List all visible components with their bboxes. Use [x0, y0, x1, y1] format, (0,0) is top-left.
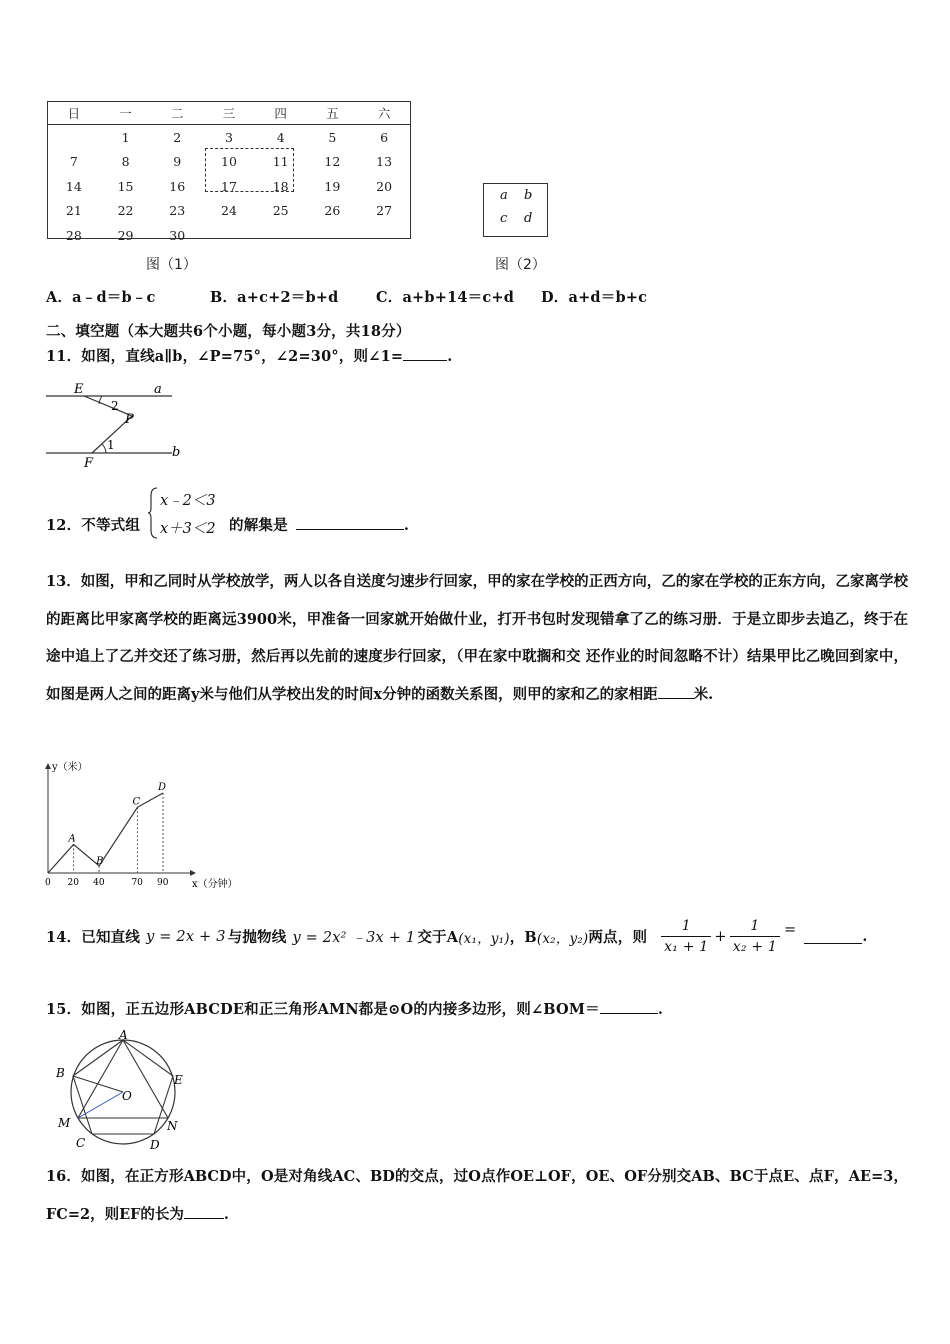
calendar-cell: 12	[324, 154, 341, 170]
calendar-cell: 13	[376, 154, 393, 170]
q14-point-b: (x₂，y₂)	[536, 930, 589, 947]
calendar-cell: 29	[117, 227, 134, 243]
x-tick-label: 40	[93, 878, 105, 888]
q14-plus: +	[714, 928, 727, 945]
calendar-figure	[47, 101, 411, 243]
q14-blank	[804, 929, 862, 944]
calendar-cell: 21	[65, 203, 82, 219]
triangle-amn	[78, 1040, 168, 1118]
calendar-cell: 1	[121, 129, 130, 145]
calendar-cell: 4	[276, 129, 285, 145]
calendar-cell: 27	[376, 203, 393, 219]
calendar-dashed-selection	[205, 148, 294, 192]
x-tick-label: 20	[67, 878, 80, 888]
calendar-cell: 10	[221, 154, 237, 170]
calendar-cell: 6	[380, 129, 389, 145]
calendar-cell: 30	[169, 227, 186, 243]
box2-d: d	[524, 211, 533, 226]
point-label-c: C	[132, 796, 141, 808]
q13-end: 米.	[693, 685, 714, 703]
calendar-cell: 26	[324, 203, 341, 219]
q14-mid1: 与抛物线	[227, 929, 287, 946]
q14-fraction-2	[730, 916, 780, 957]
label-f: F	[84, 456, 94, 470]
distance-line	[48, 793, 163, 873]
q14-fraction-1	[661, 916, 711, 957]
box2-a: a	[500, 188, 508, 203]
label-n: N	[167, 1119, 178, 1133]
calendar-cell: 7	[69, 154, 78, 170]
guide-lines	[74, 793, 163, 873]
box2-c: c	[500, 211, 508, 226]
section-heading: 二、填空题（本大题共6个小题，每小题3分，共18分）	[46, 323, 411, 340]
q14-line-eq: y = 2x + 3	[146, 928, 226, 945]
q15-figure	[50, 1030, 190, 1156]
q15-text: 15．如图，正五边形ABCDE和正三角形AMN都是⊙O的内接多边形，则∠BOM＝	[46, 1001, 600, 1018]
calendar-weekday-0: 日	[48, 102, 100, 125]
calendar-weekday-1: 一	[100, 102, 152, 125]
q12-inequality-2: x＋3＜2	[160, 521, 216, 537]
q14-end: .	[862, 928, 868, 945]
calendar-cell: 9	[173, 154, 182, 170]
calendar-weekday-5: 五	[307, 102, 359, 125]
option-b: B．a+c+2＝b+d	[210, 289, 339, 306]
q14-parabola-eq: y = 2x² ﹣3x + 1	[292, 930, 416, 946]
label-2: 2	[111, 399, 119, 413]
x-axis-label: x（分钟）	[192, 879, 238, 890]
x-tick-labels	[45, 878, 169, 888]
calendar-row	[48, 125, 410, 150]
calendar-row	[48, 223, 410, 248]
calendar-cell: 28	[65, 227, 82, 243]
calendar-weekday-6: 六	[358, 102, 410, 125]
point-label-a: A	[68, 833, 76, 845]
q11-blank	[403, 346, 447, 361]
label-d: D	[150, 1138, 160, 1152]
question-14	[46, 916, 868, 957]
calendar-cell: 5	[328, 129, 337, 145]
figure-1-label: 图（1）	[146, 257, 197, 273]
point-label-d: D	[158, 782, 167, 793]
q15-blank	[600, 999, 658, 1014]
calendar-weekday-2: 二	[151, 102, 203, 125]
label-m: M	[58, 1116, 71, 1130]
calendar-cell: 25	[272, 203, 289, 219]
q12-brace	[147, 486, 159, 540]
calendar-cell	[307, 223, 359, 248]
calendar-weekday-3: 三	[203, 102, 255, 125]
calendar-header-row	[48, 102, 410, 125]
calendar-cell	[255, 223, 307, 248]
label-a: a	[154, 382, 162, 397]
q12-suffix: 的解集是	[229, 517, 288, 534]
label-o: O	[122, 1089, 132, 1103]
calendar-cell	[48, 125, 100, 150]
calendar-cell: 17	[221, 178, 237, 194]
segment-bo	[73, 1076, 123, 1092]
point-label-b: B	[96, 855, 104, 867]
figure-2-label: 图（2）	[495, 257, 546, 273]
question-13	[46, 563, 908, 713]
calendar-cell: 20	[376, 178, 393, 194]
calendar-cell: 18	[272, 178, 289, 194]
q12-inequality-1: x﹣2＜3	[160, 493, 216, 509]
calendar-cell: 23	[169, 203, 186, 219]
q14-frac1-den: x₁ + 1	[664, 939, 709, 955]
q13-text: 13．如图，甲和乙同时从学校放学，两人以各自送度匀速步行回家，甲的家在学校的正西方向，乙的家在学校的正东方向，乙家离学校的距离比甲家离学校的距离远3900米，甲准备一回家就开始做什业，打开书包时发现错拿了乙的练习册．于是立即步去追乙，终于在途中追上了乙并交还了练习册，然后再以先前的速度步行回家，（甲在家中耽搁和交 还作业的时间忽略不计）结果甲比乙晚回到家中，如图是两人之间的距离y米与他们从学校出发的时间x分钟的函数关系图，则甲的家和乙的家相距	[46, 573, 908, 703]
calendar-cell: 14	[65, 178, 82, 194]
q16-end: .	[223, 1205, 229, 1223]
label-c: C	[76, 1136, 86, 1150]
calendar-cell: 11	[272, 154, 289, 170]
q16-text: 16．如图，在正方形ABCD中，O是对角线AC、BD的交点，过O点作OE⊥OF，OE、OF分别交AB、BC于点E、点F，AE=3，FC=2，则EF的长为	[46, 1168, 908, 1223]
question-15	[46, 998, 663, 1019]
q11-end: .	[447, 348, 453, 365]
x-tick-label: 0	[45, 878, 51, 888]
option-a: A．a﹣d＝b﹣c	[46, 289, 156, 306]
q14-prefix: 14．已知直线	[46, 929, 141, 946]
q12-tail	[229, 514, 409, 535]
label-e: E	[174, 1073, 183, 1087]
label-1: 1	[107, 438, 115, 452]
calendar-cell: 22	[117, 203, 134, 219]
q11-figure	[44, 378, 184, 470]
calendar-cell: 16	[169, 178, 186, 194]
q11-text: 11．如图，直线a∥b，∠P=75°，∠2=30°，则∠1=	[46, 348, 404, 365]
angle-1-arc	[102, 444, 106, 453]
q12-blank	[296, 515, 404, 530]
q13-blank	[658, 684, 694, 699]
calendar-cell: 19	[324, 178, 341, 194]
q14-mid4: 两点，则	[588, 929, 648, 946]
q14-frac2-den: x₂ + 1	[732, 939, 778, 955]
calendar-cell: 15	[117, 178, 134, 194]
question-11	[46, 345, 452, 366]
option-c: C．a+b+14＝c+d	[376, 289, 515, 306]
option-d: D．a+d＝b+c	[541, 289, 648, 306]
q14-mid3: ，B	[509, 929, 537, 946]
label-p: P	[125, 412, 134, 427]
calendar-weekday-4: 四	[255, 102, 307, 125]
q12-end: .	[403, 517, 410, 534]
q12-prefix: 12．不等式组	[46, 517, 141, 534]
label-e: E	[74, 382, 84, 397]
label-b: B	[56, 1066, 65, 1080]
box2-b: b	[524, 188, 533, 203]
q15-end: .	[657, 1001, 664, 1018]
q14-frac1-num: 1	[661, 916, 711, 937]
calendar-cell	[358, 223, 410, 248]
q14-point-a: (x₁，y₁)	[458, 930, 510, 947]
x-tick-label: 90	[157, 878, 169, 888]
question-16	[46, 1158, 908, 1233]
q14-mid2: 交于A	[417, 929, 459, 946]
q16-blank	[184, 1204, 224, 1219]
point-labels	[68, 782, 166, 867]
calendar-cell	[203, 223, 255, 248]
calendar-cell: 8	[121, 154, 130, 170]
y-axis-label: y（米）	[52, 762, 88, 773]
label-b: b	[172, 445, 181, 460]
figure-2-box	[483, 183, 548, 237]
segment-mo	[78, 1092, 123, 1118]
q13-chart	[38, 758, 243, 892]
q14-frac2-num: 1	[730, 916, 780, 937]
x-tick-label: 70	[131, 878, 143, 888]
calendar-cell: 3	[224, 129, 233, 145]
q14-equals: =	[784, 922, 797, 938]
calendar-cell: 2	[173, 129, 182, 145]
calendar-row	[48, 199, 410, 224]
label-a: A	[119, 1030, 128, 1042]
calendar-cell: 24	[221, 203, 237, 219]
